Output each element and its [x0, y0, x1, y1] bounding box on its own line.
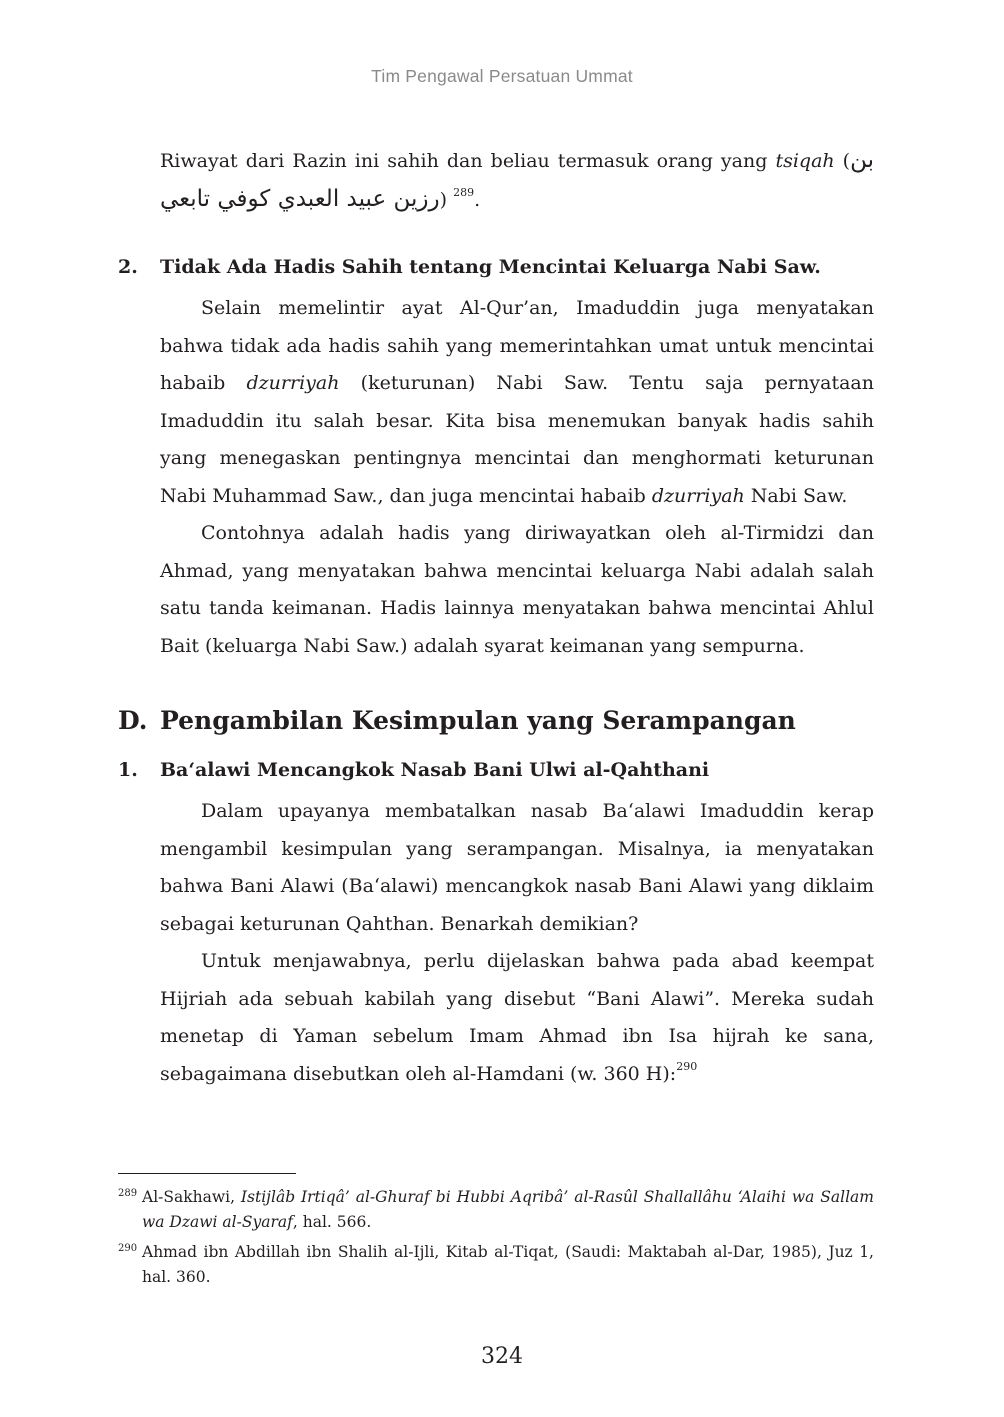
item-2-p1-b: (keturunan) Nabi Saw. Tentu saja pernyataan Imaduddin itu salah besar. Kita bisa menemukan banyak hadis sahih yang menegaskan pentingnya mencintai dan menghormati keturunan Nabi Muhammad Saw., dan juga mencintai habaib — [160, 372, 874, 507]
footnote-289-lead: Al-Sakhawi, — [142, 1188, 241, 1206]
item-2-paragraph-2: Contohnya adalah hadis yang diriwayatkan oleh al-Tirmidzi dan Ahmad, yang menyatakan bahwa mencintai keluarga Nabi adalah salah satu tanda keimanan. Hadis lainnya menyatakan bahwa mencintai Ahlul Bait (keluarga Nabi Saw.) adalah syarat keimanan yang sempurna. — [160, 522, 874, 657]
intro-tsiqah: tsiqah — [775, 150, 835, 172]
intro-paragraph — [160, 142, 874, 219]
intro-block — [160, 142, 874, 219]
footnote-289-title: Istijlâb Irtiqâ’ al-Ghuraf bi Hubbi Aqribâ’ al-Rasûl Shallallâhu ‘Alaihi wa Sallam wa Dzawi al-Syaraf — [142, 1188, 874, 1231]
section-d-paragraph-2 — [160, 943, 874, 1093]
footnote-289-tail: , hal. 566. — [292, 1213, 372, 1231]
intro-paren-close: ) — [439, 188, 448, 211]
footnote-289 — [118, 1185, 874, 1235]
section-d-letter: D. — [118, 706, 148, 735]
item-2-p1-a: Selain memelintir ayat Al-Qur’an, Imaduddin juga menyatakan bahwa tidak ada hadis sahih yang memerintahkan umat untuk mencintai habaib — [160, 297, 874, 394]
footnote-290-number: 290 — [118, 1243, 138, 1254]
footnote-290-text: Ahmad ibn Abdillah ibn Shalih al-Ijli, Kitab al-Tiqat, (Saudi: Maktabah al-Dar, 1985), Juz 1, hal. 360. — [142, 1243, 874, 1286]
term-dzurriyah: dzurriyah — [246, 372, 340, 394]
item-2-number: 2. — [118, 256, 138, 278]
footnote-290 — [118, 1240, 874, 1290]
section-d-p2-text: Untuk menjawabnya, perlu dijelaskan bahwa pada abad keempat Hijriah ada sebuah kabilah yang disebut “Bani Alawi”. Mereka sudah menetap di Yaman sebelum Imam Ahmad ibn Isa hijrah ke sana, sebagaimana disebutkan oleh al-Hamdani (w. 360 H): — [160, 950, 874, 1085]
item-2-body — [160, 290, 874, 665]
intro-paren-open: ( — [834, 150, 851, 172]
section-d-paragraph-1: Dalam upayanya membatalkan nasab Ba‘alawi Imaduddin kerap mengambil kesimpulan yang serampangan. Misalnya, ia menyatakan bahwa Bani Alawi (Ba‘alawi) mencangkok nasab Bani Alawi yang diklaim sebagai keturunan Qahthan. Benarkah demikian? — [160, 800, 874, 935]
section-d-title: Pengambilan Kesimpulan yang Serampangan — [160, 706, 796, 735]
intro-text: Riwayat dari Razin ini sahih dan beliau termasuk orang yang — [160, 150, 776, 172]
item-2-title: Tidak Ada Hadis Sahih tentang Mencintai Keluarga Nabi Saw. — [160, 256, 821, 278]
footnote-ref-290: 290 — [676, 1060, 698, 1074]
arabic-text: بن رزين عبيد العبدي كوفي تابعي — [160, 147, 875, 212]
section-d-item-1-number: 1. — [118, 759, 138, 781]
footnote-divider — [118, 1173, 296, 1174]
item-2-p1-c: Nabi Saw. — [744, 484, 848, 507]
term-dzurriyah-2: dzurriyah — [651, 484, 745, 507]
footnote-ref-289: 289 — [453, 186, 475, 200]
footnote-289-text — [142, 1185, 874, 1235]
item-2-paragraph-1 — [160, 290, 874, 515]
running-head: Tim Pengawal Persatuan Ummat — [371, 66, 633, 86]
page-number: 324 — [481, 1344, 523, 1369]
section-d-item-1-title: Ba‘alawi Mencangkok Nasab Bani Ulwi al-Qahthani — [160, 759, 710, 781]
intro-period: . — [474, 188, 481, 211]
footnote-289-number: 289 — [118, 1188, 138, 1199]
section-d-item-1-body — [160, 793, 874, 1093]
